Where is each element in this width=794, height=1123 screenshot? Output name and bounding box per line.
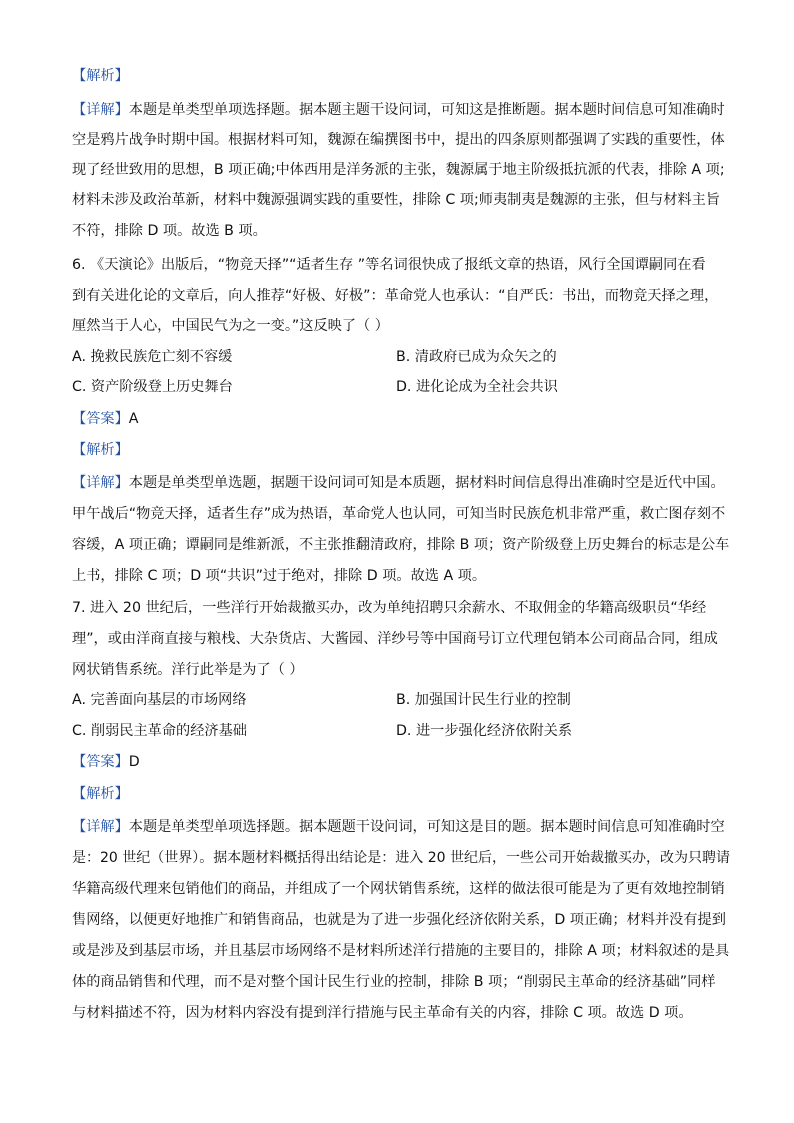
question-stem-line: 厘然当于人心，中国民气为之一变。”这反映了（ ）: [72, 318, 389, 334]
option-a: A. 完善面向基层的市场网络: [72, 692, 247, 708]
detail-paragraph-line: 或是涉及到基层市场，并且基层市场网络不是材料所述洋行措施的主要目的，排除 A 项；材料叙述的是具: [72, 943, 730, 959]
option-d: D. 进一步强化经济依附关系: [396, 723, 573, 739]
detail-paragraph-line: 体的商品销售和代理，而不是对整个国计民生行业的控制，排除 B 项；“削弱民主革命的经济基础”同样: [72, 974, 716, 990]
question-stem-line: 网状销售系统。洋行此举是为了（ ）: [72, 662, 304, 678]
detail-label: 【详解】: [72, 102, 129, 118]
detail-paragraph-line: 【详解】本题是单类型单选题，据题干设问词可知是本质题，据材料时间信息得出准确时空是近代中国。: [72, 475, 725, 491]
detail-paragraph-line: 不符，排除 D 项。故选 B 项。: [72, 223, 267, 239]
option-c: C. 削弱民主革命的经济基础: [72, 723, 247, 739]
question-stem-line: 7. 进入 20 世纪后，一些洋行开始裁撤买办，改为单纯招聘只余薪水、不取佣金的华籍高级职员“华经: [72, 600, 707, 616]
analysis-label: 【解析】: [72, 442, 129, 458]
detail-paragraph-line: 华籍高级代理来包销他们的商品，并组成了一个网状销售系统，这样的做法很可能是为了更有效地控制销: [72, 881, 725, 897]
analysis-label: 【解析】: [72, 786, 129, 802]
option-a: A. 挽救民族危亡刻不容缓: [72, 349, 233, 365]
option-b: B. 清政府已成为众矢之的: [396, 349, 557, 365]
answer-value: D: [128, 754, 140, 770]
question-stem-line: 到有关进化论的文章后，向人推荐“好极、好极”：革命党人也承认：“自严氏：书出，而物竞天择之理，: [72, 288, 719, 304]
option-d: D. 进化论成为全社会共识: [396, 379, 558, 395]
question-stem-line: 理”，或由洋商直接与粮栈、大杂货店、大酱园、洋纱号等中国商号订立代理包销本公司商品合同，组成: [72, 631, 718, 647]
answer-label: 【答案】: [72, 754, 129, 770]
detail-paragraph-line: 上书，排除 C 项；D 项“共识”过于绝对，排除 D 项。故选 A 项。: [72, 568, 487, 584]
detail-label: 【详解】: [72, 819, 129, 835]
option-c: C. 资产阶级登上历史舞台: [72, 379, 233, 395]
question-stem-line: 6. 《天演论》出版后，“物竞天择”“适者生存 ”等名词很快成了报纸文章的热语，风行全国谭嗣同在看: [72, 257, 706, 273]
detail-paragraph-line: 空是鸦片战争时期中国。根据材料可知，魏源在编撰图书中，提出的四条原则都强调了实践的重要性，体: [72, 132, 725, 148]
detail-paragraph-line: 与材料描述不符，因为材料内容没有提到洋行措施与民主革命有关的内容，排除 C 项。故选 D 项。: [72, 1005, 693, 1021]
detail-paragraph-line: 【详解】本题是单类型单项选择题。据本题题干设问词，可知这是目的题。据本题时间信息可知准确时空: [72, 819, 725, 835]
option-b: B. 加强国计民生行业的控制: [396, 692, 571, 708]
answer-line: [72, 752, 140, 772]
analysis-label: 【解析】: [72, 68, 129, 84]
detail-paragraph-line: 容缓，A 项正确；谭嗣同是维新派，不主张推翻清政府，排除 B 项；资产阶级登上历史舞台的标志是公车: [72, 537, 730, 553]
detail-paragraph-line: 售网络，以便更好地推广和销售商品，也就是为了进一步强化经济依附关系，D 项正确；材料并没有提到: [72, 912, 726, 928]
answer-value: A: [128, 411, 139, 427]
detail-paragraph-line: 是：20 世纪（世界）。据本题材料概括得出结论是：进入 20 世纪后，一些公司开始裁撤买办，改为只聘请: [72, 850, 730, 866]
detail-paragraph-line: 现了经世致用的思想，B 项正确;中体西用是洋务派的主张，魏源属于地主阶级抵抗派的代表，排除 A 项;: [72, 162, 725, 178]
answer-line: [72, 409, 138, 429]
answer-label: 【答案】: [72, 411, 129, 427]
detail-paragraph-line: 材料未涉及政治革新，材料中魏源强调实践的重要性，排除 C 项;师夷制夷是魏源的主张，但与材料主旨: [72, 192, 720, 208]
detail-label: 【详解】: [72, 475, 129, 491]
detail-paragraph-line: 【详解】本题是单类型单项选择题。据本题主题干设问词，可知这是推断题。据本题时间信息可知准确时: [72, 102, 725, 118]
detail-paragraph-line: 甲午战后“物竞天择，适者生存”成为热语，革命党人也认同，可知当时民族危机非常严重，救亡图存刻不: [72, 506, 726, 522]
